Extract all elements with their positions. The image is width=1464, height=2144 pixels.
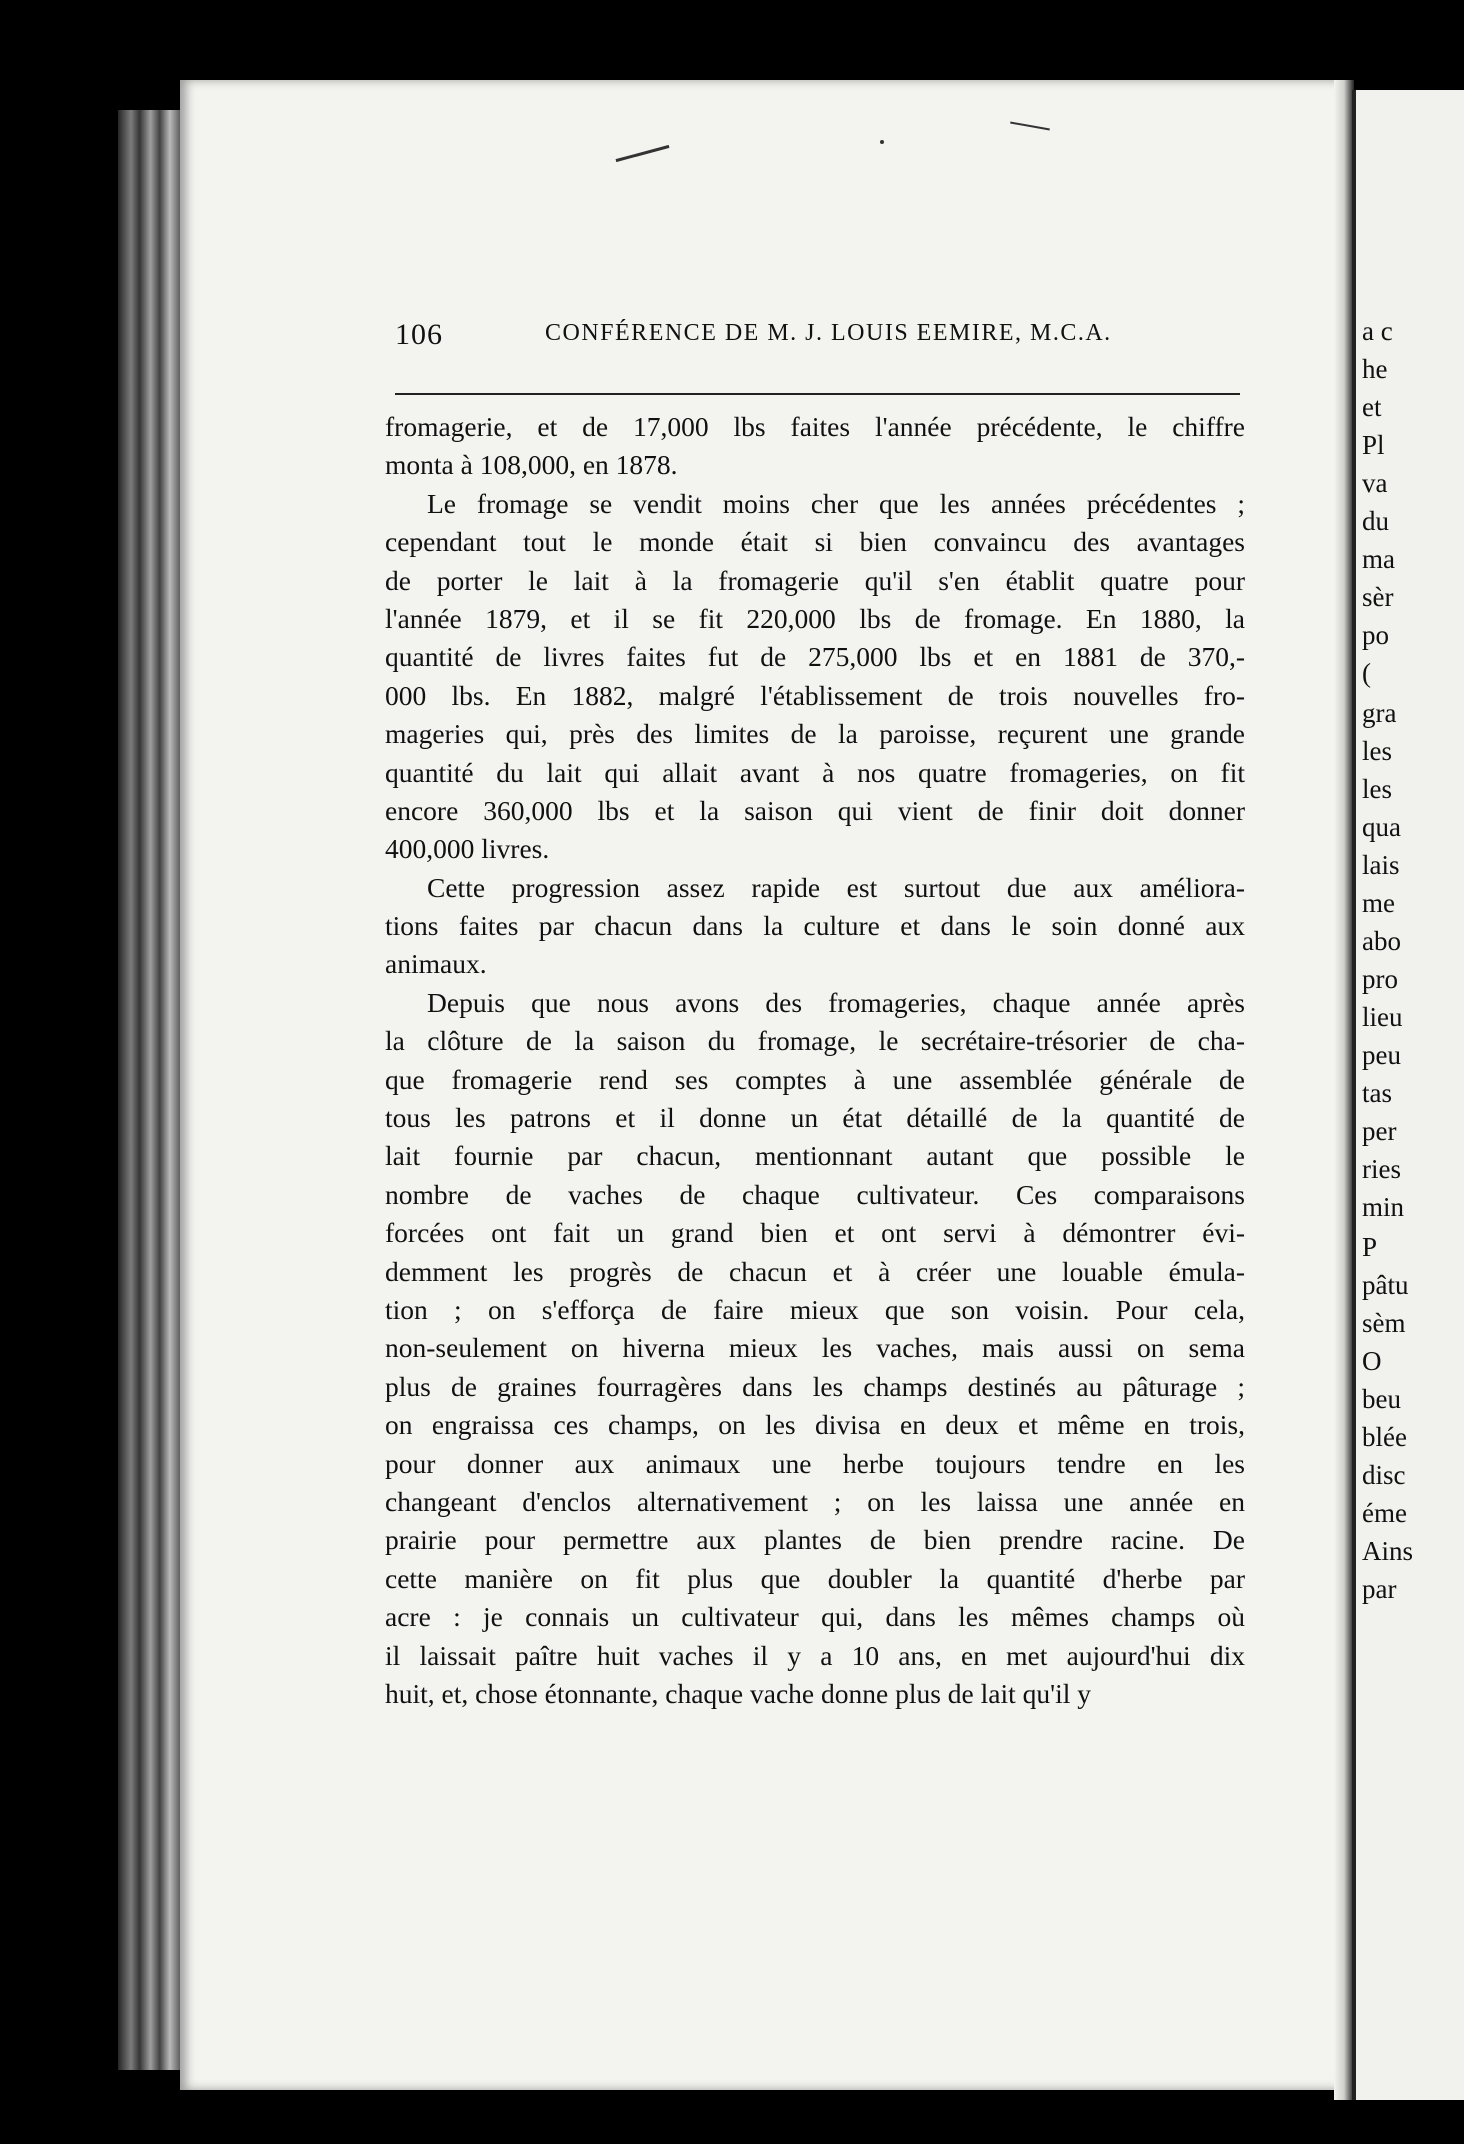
next-page-text-fragment: he bbox=[1362, 354, 1388, 384]
text-line: que fromagerie rend ses comptes à une assemblée générale de bbox=[385, 1063, 1245, 1095]
text-line: il laissait paître huit vaches il y a 10 ans, en met aujourd'hui dix bbox=[385, 1639, 1245, 1671]
next-page-text-fragment: a c bbox=[1362, 316, 1393, 346]
next-page-text-fragment: du bbox=[1362, 506, 1389, 536]
next-page-text-fragment: pro bbox=[1362, 964, 1398, 994]
next-page-text-fragment: pâtu bbox=[1362, 1270, 1409, 1300]
next-page-text-fragment: abo bbox=[1362, 926, 1401, 956]
body-text bbox=[385, 408, 1245, 1713]
next-page-text-fragment: tas bbox=[1362, 1078, 1392, 1108]
text-line: de porter le lait à la fromagerie qu'il s'en établit quatre pour bbox=[385, 564, 1245, 596]
next-page-fragment bbox=[1352, 90, 1464, 2100]
text-line: fromagerie, et de 17,000 lbs faites l'année précédente, le chiffre bbox=[385, 411, 1245, 442]
next-page-text-fragment: lais bbox=[1362, 850, 1400, 880]
text-line: forcées ont fait un grand bien et ont servi à démontrer évi- bbox=[385, 1217, 1245, 1249]
text-line: tous les patrons et il donne un état détaillé de la quantité de bbox=[385, 1102, 1245, 1134]
text-line: la clôture de la saison du fromage, le secrétaire-trésorier de cha- bbox=[385, 1025, 1245, 1057]
text-line: l'année 1879, et il se fit 220,000 lbs de fromage. En 1880, la bbox=[385, 602, 1245, 634]
text-line: on engraissa ces champs, on les divisa en deux et même en trois, bbox=[385, 1409, 1245, 1441]
next-page-text-fragment: sèr bbox=[1362, 582, 1394, 612]
next-page-text-fragment: Ains bbox=[1362, 1536, 1414, 1566]
header-rule bbox=[395, 393, 1240, 395]
next-page-text-fragment: O bbox=[1362, 1346, 1382, 1376]
next-page-text-fragment: ries bbox=[1362, 1154, 1401, 1184]
text-line: Le fromage se vendit moins cher que les années précédentes ; bbox=[427, 487, 1245, 519]
text-line: acre : je connais un cultivateur qui, dans les mêmes champs où bbox=[385, 1601, 1245, 1633]
paragraph-p2 bbox=[385, 485, 1245, 869]
page-number: 106 bbox=[395, 318, 443, 351]
text-line: nombre de vaches de chaque cultivateur. Ces comparaisons bbox=[385, 1178, 1245, 1210]
book-gutter bbox=[1334, 80, 1354, 2100]
text-line: prairie pour permettre aux plantes de bien prendre racine. De bbox=[385, 1524, 1245, 1556]
text-line: 400,000 livres. bbox=[385, 833, 550, 865]
text-line: pour donner aux animaux une herbe toujours tendre en les bbox=[385, 1447, 1245, 1479]
next-page-text-fragment: par bbox=[1362, 1574, 1397, 1604]
text-line: encore 360,000 lbs et la saison qui vient de finir doit donner bbox=[385, 794, 1245, 826]
text-line: non-seulement on hiverna mieux les vaches, mais aussi on sema bbox=[385, 1332, 1245, 1364]
next-page-text-fragment: les bbox=[1362, 736, 1392, 766]
text-line: cependant tout le monde était si bien convaincu des avantages bbox=[385, 526, 1245, 558]
next-page-text-fragment: sèm bbox=[1362, 1308, 1406, 1338]
next-page-text-fragment: ma bbox=[1362, 544, 1395, 574]
next-page-text-fragment: P bbox=[1362, 1232, 1378, 1262]
running-head: CONFÉRENCE DE M. J. LOUIS EEMIRE, M.C.A. bbox=[545, 320, 1112, 346]
next-page-text-fragment: éme bbox=[1362, 1498, 1407, 1528]
next-page-text-fragment: blée bbox=[1362, 1422, 1407, 1452]
page-header bbox=[395, 318, 1235, 354]
next-page-text-fragment: les bbox=[1362, 774, 1392, 804]
text-line: tion ; on s'efforça de faire mieux que son voisin. Pour cela, bbox=[385, 1293, 1245, 1325]
next-page-text-fragment: po bbox=[1362, 620, 1389, 650]
paragraph-p3 bbox=[385, 869, 1245, 984]
paragraph-p4 bbox=[385, 984, 1245, 1713]
next-page-text-fragment: ( bbox=[1362, 658, 1371, 688]
text-line: demment les progrès de chacun et à créer une louable émula- bbox=[385, 1255, 1245, 1287]
next-page-text-fragment: Pl bbox=[1362, 430, 1385, 460]
paragraph-p1 bbox=[385, 408, 1245, 485]
text-line: quantité de livres faites fut de 275,000 lbs et en 1881 de 370,- bbox=[385, 641, 1245, 673]
next-page-text-fragment: min bbox=[1362, 1192, 1405, 1222]
next-page-text-fragment: lieu bbox=[1362, 1002, 1403, 1032]
next-page-text-fragment: et bbox=[1362, 392, 1382, 422]
next-page-text-fragment: qua bbox=[1362, 812, 1401, 842]
text-line: monta à 108,000, en 1878. bbox=[385, 449, 678, 481]
text-line: lait fournie par chacun, mentionnant autant que possible le bbox=[385, 1140, 1245, 1172]
text-line: tions faites par chacun dans la culture et dans le soin donné aux bbox=[385, 910, 1245, 942]
text-line: huit, et, chose étonnante, chaque vache donne plus de lait qu'il y bbox=[385, 1677, 1091, 1709]
next-page-text-fragment: beu bbox=[1362, 1384, 1401, 1414]
stray-mark bbox=[880, 140, 884, 144]
next-page-text-fragment: gra bbox=[1362, 698, 1397, 728]
next-page-text-fragment: me bbox=[1362, 888, 1395, 918]
next-page-text-fragment: disc bbox=[1362, 1460, 1406, 1490]
next-page-text-fragment: per bbox=[1362, 1116, 1397, 1146]
next-page-text-fragment: peu bbox=[1362, 1040, 1401, 1070]
text-line: changeant d'enclos alternativement ; on les laissa une année en bbox=[385, 1485, 1245, 1517]
text-line: mageries qui, près des limites de la paroisse, reçurent une grande bbox=[385, 718, 1245, 750]
text-line: 000 lbs. En 1882, malgré l'établissement de trois nouvelles fro- bbox=[385, 679, 1245, 711]
text-line: cette manière on fit plus que doubler la quantité d'herbe par bbox=[385, 1562, 1245, 1594]
text-line: Cette progression assez rapide est surtout due aux améliora- bbox=[427, 871, 1245, 903]
next-page-text-fragment: va bbox=[1362, 468, 1388, 498]
text-line: quantité du lait qui allait avant à nos quatre fromageries, on fit bbox=[385, 756, 1245, 788]
text-line: animaux. bbox=[385, 948, 487, 980]
text-line: plus de graines fourragères dans les champs destinés au pâturage ; bbox=[385, 1370, 1245, 1402]
text-line: Depuis que nous avons des fromageries, chaque année après bbox=[427, 986, 1245, 1018]
